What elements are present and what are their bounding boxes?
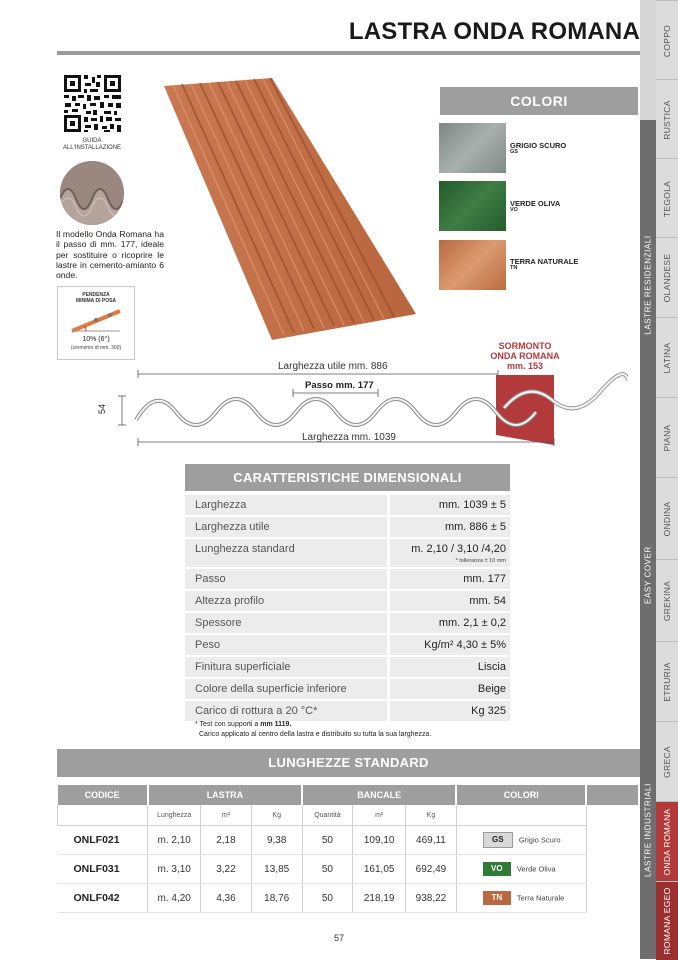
- slope-diagram-icon: [66, 305, 126, 335]
- product-sheet-image: [160, 78, 430, 348]
- sub-lunghezza: Lunghezza: [148, 805, 201, 826]
- row-value-text: m. 2,10 / 3,10 /4,20: [411, 543, 506, 555]
- slope-title: [58, 292, 134, 304]
- row-value: mm. 177: [390, 569, 510, 589]
- row-value: Kg 325: [390, 701, 510, 721]
- color-badge-name: Terra Naturale: [516, 893, 565, 903]
- row-empty: [586, 826, 639, 855]
- row-bancale-kg: 469,11: [406, 826, 457, 855]
- color-badge: GS: [483, 832, 513, 848]
- table-row: [185, 613, 510, 633]
- row-lunghezza: m. 2,10: [148, 826, 201, 855]
- sidebar-tab-onda-romana[interactable]: [656, 801, 678, 882]
- title-divider: [57, 51, 640, 55]
- table-row: [185, 701, 510, 721]
- table-row: [58, 855, 640, 884]
- row-value: mm. 2,1 ± 0,2: [390, 613, 510, 633]
- swatch-name: TERRA NATURALE: [510, 257, 579, 266]
- sub-m2: m²: [353, 805, 406, 826]
- qr-caption-line: GUIDA: [82, 138, 102, 144]
- row-label: Passo: [185, 569, 387, 589]
- sidebar-group-label: LASTRE INDUSTRIALI: [643, 782, 653, 877]
- swatch-terra-naturale: [439, 240, 506, 290]
- sormonto-line: ONDA ROMANA: [490, 351, 560, 361]
- row-colore: [456, 826, 586, 855]
- row-label: Spessore: [185, 613, 387, 633]
- swatch-name: GRIGIO SCURO: [510, 141, 567, 150]
- sub-quantita: Quantità: [302, 805, 353, 826]
- caratteristiche-header: CARATTERISTICHE DIMENSIONALI: [185, 464, 510, 491]
- row-value-note: * tolleranza ± 10 mm: [455, 558, 506, 564]
- color-badge: TN: [483, 891, 511, 905]
- sidebar-tab-tegola[interactable]: [656, 158, 678, 238]
- row-value: Beige: [390, 679, 510, 699]
- slope-note: (sormonto di mm. 300): [70, 345, 122, 351]
- row-bancale-m2: 218,19: [353, 884, 406, 913]
- page-number: 57: [333, 933, 344, 943]
- altezza-label: 54: [97, 403, 108, 415]
- row-label: Carico di rottura a 20 °C*: [185, 701, 387, 721]
- footnote-test: [195, 721, 291, 728]
- row-value: Kg/m² 4,30 ± 5%: [390, 635, 510, 655]
- row-lunghezza: m. 4,20: [148, 884, 201, 913]
- table-row: [185, 517, 510, 537]
- row-codice: ONLF031: [58, 855, 148, 884]
- sub-colori: [456, 805, 586, 826]
- table-row: [185, 635, 510, 655]
- swatch-name: VERDE OLIVA: [510, 199, 561, 208]
- color-badge: VO: [483, 862, 511, 876]
- row-colore: [456, 884, 586, 913]
- sidebar-group-industriali: [640, 700, 656, 959]
- qr-code-icon[interactable]: [62, 73, 123, 134]
- row-codice: ONLF021: [58, 826, 148, 855]
- color-badge-name: Grigio Scuro: [518, 835, 561, 845]
- slope-title-line: MINIMA DI POSA: [75, 298, 117, 304]
- row-kg: 18,76: [251, 884, 302, 913]
- swatch-code: VO: [510, 207, 518, 213]
- row-label: Peso: [185, 635, 387, 655]
- sidebar-group-label: EASY COVER: [643, 546, 653, 604]
- sidebar-group-residenziali: [640, 120, 656, 450]
- row-label: Colore della superficie inferiore: [185, 679, 387, 699]
- lunghezze-table: [57, 785, 640, 913]
- row-lunghezza: m. 3,10: [148, 855, 201, 884]
- sormonto-line: SORMONTO: [498, 341, 552, 351]
- sidebar-group-label: LASTRE RESIDENZIALI: [643, 235, 653, 335]
- table-row: [185, 657, 510, 677]
- sidebar-tab-olandese[interactable]: [656, 237, 678, 318]
- row-m2: 2,18: [201, 826, 252, 855]
- sidebar-tab-label: COPPO: [662, 24, 672, 57]
- row-kg: 9,38: [251, 826, 302, 855]
- table-row: [185, 495, 510, 515]
- row-value: mm. 1039 ± 5: [390, 495, 510, 515]
- sidebar-tab-label: ETRURIA: [662, 662, 672, 702]
- col-codice: CODICE: [58, 785, 148, 805]
- swatch-verde-oliva: [439, 181, 506, 231]
- row-kg: 13,85: [251, 855, 302, 884]
- col-lastra: LASTRA: [148, 785, 302, 805]
- sidebar-tab-label: ONDA ROMANA: [662, 808, 672, 876]
- row-label: Altezza profilo: [185, 591, 387, 611]
- sidebar-tab-label: ROMANA EGEO: [662, 887, 672, 955]
- table-row: [185, 539, 510, 567]
- row-m2: 4,36: [201, 884, 252, 913]
- row-bancale-kg: 692,49: [406, 855, 457, 884]
- sidebar-tab-ondina[interactable]: [656, 477, 678, 560]
- larghezza-utile-label: Larghezza utile mm. 886: [278, 361, 388, 372]
- sidebar-tab-label: ONDINA: [662, 501, 672, 537]
- swatch-grigio-scuro: [439, 123, 506, 173]
- row-value: mm. 886 ± 5: [390, 517, 510, 537]
- row-label: Larghezza: [185, 495, 387, 515]
- row-bancale-m2: 109,10: [353, 826, 406, 855]
- footnote-load: Carico applicato al centro della lastra e distribuito su tutta la sua larghezza.: [199, 731, 432, 738]
- sub-kg: Kg: [406, 805, 457, 826]
- sidebar-tab-label: TEGOLA: [662, 180, 672, 217]
- qr-caption-line: ALL'INSTALLAZIONE: [62, 145, 122, 151]
- sidebar-tab-label: LATINA: [662, 342, 672, 374]
- page-title: LASTRA ONDA ROMANA: [348, 18, 640, 45]
- sidebar-tab-greca[interactable]: [656, 721, 678, 802]
- sub-empty: [58, 805, 148, 826]
- passo-label: Passo mm. 177: [305, 380, 374, 391]
- swatch-code: GS: [510, 149, 518, 155]
- sidebar: [640, 0, 678, 959]
- table-row: [185, 569, 510, 589]
- larghezza-label: Larghezza mm. 1039: [302, 432, 396, 443]
- sidebar-tab-romana-egeo[interactable]: [656, 881, 678, 960]
- row-value: [390, 539, 510, 567]
- row-label: Larghezza utile: [185, 517, 387, 537]
- row-empty: [586, 884, 639, 913]
- swatch-code: TN: [510, 265, 518, 271]
- sidebar-tab-rustica[interactable]: [656, 79, 678, 159]
- slope-value: 10% (6°): [82, 336, 110, 343]
- sidebar-tab-latina[interactable]: [656, 317, 678, 398]
- product-description: Il modello Onda Romana ha il passo di mm. 177, ideale per sostituire o ricoprire le lastre in cemento-amianto 6 onde.: [56, 229, 164, 281]
- sidebar-group-easy-cover: [640, 450, 656, 700]
- row-m2: 3,22: [201, 855, 252, 884]
- sormonto-line: mm. 153: [506, 361, 544, 371]
- sidebar-tab-label: PIANA: [662, 424, 672, 452]
- row-bancale-kg: 938,22: [406, 884, 457, 913]
- table-row: [185, 591, 510, 611]
- sidebar-tab-etruria[interactable]: [656, 641, 678, 722]
- table-row: [58, 826, 640, 855]
- table-row: [58, 884, 640, 913]
- row-bancale-m2: 161,05: [353, 855, 406, 884]
- row-quantita: 50: [302, 884, 353, 913]
- row-value: Liscia: [390, 657, 510, 677]
- col-empty: [586, 785, 639, 805]
- sub-m2: m²: [201, 805, 252, 826]
- sidebar-tab-label: RUSTICA: [662, 99, 672, 140]
- qr-caption: [52, 138, 132, 152]
- footnote-prefix: * Test con supporti a: [195, 721, 261, 728]
- colors-header: COLORI: [440, 87, 638, 115]
- row-value: mm. 54: [390, 591, 510, 611]
- sidebar-tab-label: GRECA: [662, 746, 672, 778]
- row-quantita: 50: [302, 826, 353, 855]
- slope-title-line: PENDENZA: [82, 292, 110, 298]
- row-label: Lunghezza standard: [185, 539, 387, 567]
- table-row: [185, 679, 510, 699]
- sidebar-tab-piana[interactable]: [656, 397, 678, 478]
- col-colori: COLORI: [456, 785, 586, 805]
- row-quantita: 50: [302, 855, 353, 884]
- sub-kg: Kg: [251, 805, 302, 826]
- color-badge-name: Verde Oliva: [516, 864, 556, 874]
- profile-thumbnail-image: [60, 161, 124, 225]
- sidebar-tab-label: OLANDESE: [662, 253, 672, 303]
- sidebar-tab-label: GREKINA: [662, 580, 672, 622]
- sidebar-tab-grekina[interactable]: [656, 559, 678, 642]
- row-label: Finitura superficiale: [185, 657, 387, 677]
- row-empty: [586, 855, 639, 884]
- row-codice: ONLF042: [58, 884, 148, 913]
- col-bancale: BANCALE: [302, 785, 456, 805]
- footnote-bold: mm 1119.: [260, 721, 292, 728]
- sidebar-tab-coppo[interactable]: [656, 0, 678, 80]
- sub-empty: [586, 805, 639, 826]
- row-colore: [456, 855, 586, 884]
- lunghezze-header: LUNGHEZZE STANDARD: [57, 749, 640, 777]
